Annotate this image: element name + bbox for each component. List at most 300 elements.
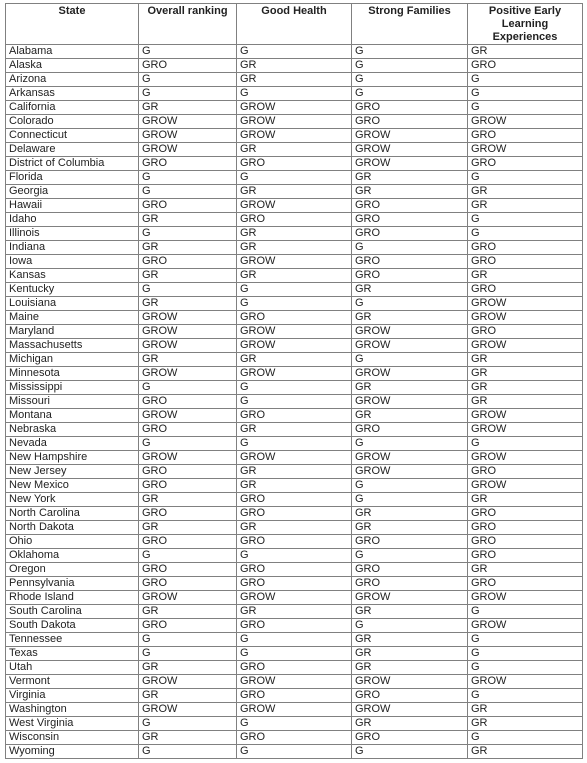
cell-strong-families: G (352, 745, 468, 759)
cell-strong-families: G (352, 297, 468, 311)
cell-positive-early-learning: GROW (468, 479, 583, 493)
cell-strong-families: GR (352, 409, 468, 423)
cell-strong-families: GROW (352, 367, 468, 381)
cell-overall-ranking: GROW (139, 339, 237, 353)
cell-strong-families: GROW (352, 703, 468, 717)
cell-state: Vermont (6, 675, 139, 689)
cell-strong-families: GRO (352, 213, 468, 227)
cell-strong-families: G (352, 59, 468, 73)
cell-strong-families: GROW (352, 157, 468, 171)
cell-positive-early-learning: GROW (468, 339, 583, 353)
cell-overall-ranking: GR (139, 353, 237, 367)
cell-state: Wyoming (6, 745, 139, 759)
cell-good-health: G (237, 297, 352, 311)
cell-strong-families: GRO (352, 199, 468, 213)
table-row (6, 577, 583, 591)
cell-overall-ranking: GROW (139, 143, 237, 157)
table-row (6, 479, 583, 493)
cell-positive-early-learning: GROW (468, 115, 583, 129)
cell-strong-families: GR (352, 283, 468, 297)
cell-strong-families: GROW (352, 143, 468, 157)
cell-state: Oregon (6, 563, 139, 577)
cell-good-health: GR (237, 185, 352, 199)
table-row (6, 507, 583, 521)
cell-good-health: GR (237, 465, 352, 479)
cell-good-health: G (237, 87, 352, 101)
cell-strong-families: GR (352, 661, 468, 675)
table-row (6, 269, 583, 283)
cell-good-health: G (237, 283, 352, 297)
cell-overall-ranking: G (139, 45, 237, 59)
table-row (6, 143, 583, 157)
cell-strong-families: GRO (352, 227, 468, 241)
cell-strong-families: GR (352, 381, 468, 395)
cell-overall-ranking: GRO (139, 395, 237, 409)
cell-positive-early-learning: GR (468, 745, 583, 759)
table-row (6, 465, 583, 479)
cell-state: Colorado (6, 115, 139, 129)
cell-good-health: GROW (237, 591, 352, 605)
cell-positive-early-learning: G (468, 87, 583, 101)
cell-positive-early-learning: GR (468, 703, 583, 717)
cell-overall-ranking: GR (139, 213, 237, 227)
header-state: State (6, 4, 139, 45)
cell-strong-families: GRO (352, 101, 468, 115)
cell-strong-families: GR (352, 633, 468, 647)
cell-state: Missouri (6, 395, 139, 409)
table-row (6, 437, 583, 451)
cell-overall-ranking: GRO (139, 423, 237, 437)
table-row (6, 745, 583, 759)
cell-strong-families: G (352, 493, 468, 507)
table-row (6, 535, 583, 549)
cell-good-health: G (237, 647, 352, 661)
cell-overall-ranking: G (139, 745, 237, 759)
table-row (6, 563, 583, 577)
table-row (6, 325, 583, 339)
cell-state: New Mexico (6, 479, 139, 493)
cell-state: Illinois (6, 227, 139, 241)
table-row (6, 689, 583, 703)
cell-state: Nevada (6, 437, 139, 451)
cell-overall-ranking: GR (139, 269, 237, 283)
cell-positive-early-learning: GROW (468, 451, 583, 465)
cell-good-health: GR (237, 269, 352, 283)
table-row (6, 367, 583, 381)
cell-overall-ranking: GROW (139, 703, 237, 717)
cell-state: Minnesota (6, 367, 139, 381)
cell-positive-early-learning: GR (468, 45, 583, 59)
cell-overall-ranking: GR (139, 661, 237, 675)
cell-overall-ranking: GRO (139, 465, 237, 479)
header-overall-ranking: Overall ranking (139, 4, 237, 45)
cell-positive-early-learning: GROW (468, 591, 583, 605)
cell-overall-ranking: GR (139, 605, 237, 619)
cell-good-health: G (237, 395, 352, 409)
cell-positive-early-learning: GROW (468, 409, 583, 423)
cell-good-health: GRO (237, 619, 352, 633)
cell-state: Nebraska (6, 423, 139, 437)
cell-overall-ranking: G (139, 227, 237, 241)
cell-strong-families: GRO (352, 115, 468, 129)
cell-good-health: GROW (237, 367, 352, 381)
table-row (6, 395, 583, 409)
cell-strong-families: GROW (352, 395, 468, 409)
cell-good-health: GRO (237, 493, 352, 507)
cell-positive-early-learning: GR (468, 367, 583, 381)
cell-positive-early-learning: GR (468, 269, 583, 283)
cell-strong-families: GR (352, 647, 468, 661)
cell-overall-ranking: GROW (139, 675, 237, 689)
table-row (6, 87, 583, 101)
cell-good-health: GR (237, 521, 352, 535)
table-row (6, 45, 583, 59)
cell-state: Arkansas (6, 87, 139, 101)
table-row (6, 101, 583, 115)
cell-good-health: GR (237, 353, 352, 367)
cell-overall-ranking: GRO (139, 619, 237, 633)
cell-overall-ranking: GRO (139, 157, 237, 171)
cell-overall-ranking: GRO (139, 199, 237, 213)
cell-state: Washington (6, 703, 139, 717)
cell-overall-ranking: GROW (139, 311, 237, 325)
cell-state: South Dakota (6, 619, 139, 633)
cell-state: Alaska (6, 59, 139, 73)
cell-good-health: GRO (237, 311, 352, 325)
cell-positive-early-learning: GROW (468, 423, 583, 437)
table-row (6, 311, 583, 325)
cell-overall-ranking: GR (139, 521, 237, 535)
cell-state: Iowa (6, 255, 139, 269)
table-row (6, 171, 583, 185)
cell-state: South Carolina (6, 605, 139, 619)
cell-positive-early-learning: GROW (468, 675, 583, 689)
cell-positive-early-learning: G (468, 605, 583, 619)
cell-positive-early-learning: G (468, 213, 583, 227)
cell-state: New York (6, 493, 139, 507)
cell-strong-families: GRO (352, 563, 468, 577)
cell-overall-ranking: G (139, 185, 237, 199)
table-row (6, 703, 583, 717)
cell-strong-families: GR (352, 717, 468, 731)
cell-strong-families: G (352, 437, 468, 451)
cell-overall-ranking: G (139, 73, 237, 87)
cell-overall-ranking: G (139, 87, 237, 101)
cell-positive-early-learning: GR (468, 185, 583, 199)
cell-good-health: GROW (237, 115, 352, 129)
cell-overall-ranking: GROW (139, 591, 237, 605)
cell-overall-ranking: GROW (139, 451, 237, 465)
cell-overall-ranking: GRO (139, 563, 237, 577)
cell-positive-early-learning: GRO (468, 157, 583, 171)
header-row (6, 4, 583, 45)
table-row (6, 227, 583, 241)
cell-good-health: GRO (237, 507, 352, 521)
cell-overall-ranking: GROW (139, 129, 237, 143)
cell-state: Kansas (6, 269, 139, 283)
cell-strong-families: G (352, 479, 468, 493)
table-row (6, 185, 583, 199)
table-row (6, 339, 583, 353)
cell-strong-families: GR (352, 521, 468, 535)
cell-state: Maine (6, 311, 139, 325)
cell-strong-families: GROW (352, 465, 468, 479)
table-row (6, 605, 583, 619)
cell-good-health: GRO (237, 661, 352, 675)
table-row (6, 619, 583, 633)
table-row (6, 241, 583, 255)
cell-state: Michigan (6, 353, 139, 367)
table-row (6, 157, 583, 171)
cell-strong-families: G (352, 45, 468, 59)
cell-good-health: G (237, 633, 352, 647)
cell-good-health: G (237, 171, 352, 185)
cell-state: Georgia (6, 185, 139, 199)
cell-positive-early-learning: GR (468, 199, 583, 213)
cell-overall-ranking: GROW (139, 409, 237, 423)
cell-overall-ranking: GRO (139, 479, 237, 493)
cell-overall-ranking: GRO (139, 535, 237, 549)
cell-positive-early-learning: GRO (468, 577, 583, 591)
cell-good-health: GROW (237, 129, 352, 143)
cell-overall-ranking: G (139, 171, 237, 185)
table-row (6, 297, 583, 311)
cell-good-health: G (237, 717, 352, 731)
cell-positive-early-learning: G (468, 101, 583, 115)
cell-positive-early-learning: GRO (468, 255, 583, 269)
state-rankings-table (5, 3, 583, 759)
cell-positive-early-learning: GROW (468, 297, 583, 311)
cell-overall-ranking: GR (139, 241, 237, 255)
cell-strong-families: GRO (352, 423, 468, 437)
cell-good-health: GROW (237, 101, 352, 115)
cell-strong-families: GR (352, 185, 468, 199)
table-row (6, 493, 583, 507)
table-row (6, 199, 583, 213)
cell-positive-early-learning: GRO (468, 129, 583, 143)
cell-good-health: GROW (237, 255, 352, 269)
cell-state: Texas (6, 647, 139, 661)
cell-state: North Dakota (6, 521, 139, 535)
cell-state: Oklahoma (6, 549, 139, 563)
cell-state: Maryland (6, 325, 139, 339)
cell-good-health: G (237, 437, 352, 451)
cell-strong-families: GR (352, 311, 468, 325)
table-row (6, 59, 583, 73)
table-row (6, 423, 583, 437)
cell-strong-families: GROW (352, 451, 468, 465)
cell-state: Pennsylvania (6, 577, 139, 591)
cell-good-health: GRO (237, 535, 352, 549)
cell-good-health: GR (237, 73, 352, 87)
cell-overall-ranking: GRO (139, 507, 237, 521)
cell-good-health: GRO (237, 577, 352, 591)
cell-state: Kentucky (6, 283, 139, 297)
cell-state: Idaho (6, 213, 139, 227)
table-row (6, 731, 583, 745)
cell-good-health: GROW (237, 675, 352, 689)
cell-overall-ranking: GRO (139, 255, 237, 269)
table-row (6, 521, 583, 535)
cell-positive-early-learning: G (468, 647, 583, 661)
table-row (6, 353, 583, 367)
cell-strong-families: GRO (352, 535, 468, 549)
cell-overall-ranking: G (139, 717, 237, 731)
cell-good-health: G (237, 381, 352, 395)
cell-positive-early-learning: G (468, 227, 583, 241)
cell-strong-families: GRO (352, 269, 468, 283)
table-row (6, 255, 583, 269)
cell-good-health: GR (237, 241, 352, 255)
cell-state: Utah (6, 661, 139, 675)
cell-strong-families: GROW (352, 325, 468, 339)
cell-state: West Virginia (6, 717, 139, 731)
cell-positive-early-learning: G (468, 661, 583, 675)
cell-strong-families: G (352, 549, 468, 563)
cell-strong-families: GR (352, 507, 468, 521)
cell-strong-families: GRO (352, 577, 468, 591)
cell-good-health: GRO (237, 409, 352, 423)
cell-strong-families: GROW (352, 675, 468, 689)
cell-good-health: GR (237, 143, 352, 157)
cell-state: Delaware (6, 143, 139, 157)
cell-state: Connecticut (6, 129, 139, 143)
cell-positive-early-learning: GROW (468, 143, 583, 157)
cell-good-health: GR (237, 227, 352, 241)
header-strong-families: Strong Families (352, 4, 468, 45)
table-row (6, 451, 583, 465)
cell-strong-families: GRO (352, 255, 468, 269)
cell-good-health: G (237, 745, 352, 759)
cell-overall-ranking: GR (139, 493, 237, 507)
cell-good-health: GRO (237, 563, 352, 577)
cell-good-health: GROW (237, 325, 352, 339)
cell-strong-families: G (352, 73, 468, 87)
table-row (6, 549, 583, 563)
cell-positive-early-learning: G (468, 689, 583, 703)
cell-overall-ranking: GR (139, 731, 237, 745)
table-row (6, 129, 583, 143)
cell-strong-families: GRO (352, 689, 468, 703)
cell-strong-families: GR (352, 605, 468, 619)
cell-strong-families: G (352, 87, 468, 101)
cell-strong-families: GROW (352, 339, 468, 353)
cell-overall-ranking: GR (139, 689, 237, 703)
table-row (6, 73, 583, 87)
cell-good-health: GROW (237, 451, 352, 465)
cell-positive-early-learning: G (468, 437, 583, 451)
table-row (6, 675, 583, 689)
cell-positive-early-learning: GRO (468, 549, 583, 563)
cell-positive-early-learning: GROW (468, 619, 583, 633)
cell-positive-early-learning: G (468, 633, 583, 647)
cell-positive-early-learning: G (468, 171, 583, 185)
cell-state: Virginia (6, 689, 139, 703)
cell-state: Ohio (6, 535, 139, 549)
cell-overall-ranking: G (139, 647, 237, 661)
cell-good-health: GRO (237, 213, 352, 227)
cell-state: Mississippi (6, 381, 139, 395)
cell-overall-ranking: G (139, 381, 237, 395)
header-good-health: Good Health (237, 4, 352, 45)
table-row (6, 661, 583, 675)
cell-state: Alabama (6, 45, 139, 59)
cell-overall-ranking: GROW (139, 115, 237, 129)
cell-strong-families: GROW (352, 129, 468, 143)
table-row (6, 409, 583, 423)
table-row (6, 717, 583, 731)
cell-overall-ranking: GROW (139, 325, 237, 339)
cell-good-health: GR (237, 423, 352, 437)
table-row (6, 115, 583, 129)
cell-good-health: GR (237, 605, 352, 619)
cell-state: New Hampshire (6, 451, 139, 465)
cell-positive-early-learning: GR (468, 395, 583, 409)
cell-overall-ranking: GRO (139, 59, 237, 73)
cell-state: Montana (6, 409, 139, 423)
cell-positive-early-learning: GR (468, 563, 583, 577)
cell-state: Hawaii (6, 199, 139, 213)
cell-positive-early-learning: GR (468, 717, 583, 731)
table-body (6, 45, 583, 759)
table-row (6, 633, 583, 647)
cell-good-health: G (237, 549, 352, 563)
cell-state: Louisiana (6, 297, 139, 311)
cell-positive-early-learning: GRO (468, 535, 583, 549)
cell-positive-early-learning: GRO (468, 521, 583, 535)
cell-good-health: GRO (237, 157, 352, 171)
table-row (6, 381, 583, 395)
cell-overall-ranking: G (139, 283, 237, 297)
cell-overall-ranking: GR (139, 101, 237, 115)
cell-state: Florida (6, 171, 139, 185)
cell-strong-families: G (352, 241, 468, 255)
cell-good-health: GR (237, 59, 352, 73)
cell-overall-ranking: GR (139, 297, 237, 311)
cell-state: Indiana (6, 241, 139, 255)
cell-good-health: G (237, 45, 352, 59)
cell-positive-early-learning: GRO (468, 59, 583, 73)
cell-state: Wisconsin (6, 731, 139, 745)
cell-overall-ranking: G (139, 437, 237, 451)
cell-strong-families: G (352, 619, 468, 633)
cell-state: Rhode Island (6, 591, 139, 605)
cell-good-health: GROW (237, 703, 352, 717)
cell-overall-ranking: GRO (139, 577, 237, 591)
cell-state: New Jersey (6, 465, 139, 479)
table-row (6, 647, 583, 661)
cell-state: California (6, 101, 139, 115)
cell-positive-early-learning: GROW (468, 311, 583, 325)
cell-overall-ranking: G (139, 633, 237, 647)
cell-positive-early-learning: G (468, 73, 583, 87)
cell-state: North Carolina (6, 507, 139, 521)
cell-positive-early-learning: GR (468, 493, 583, 507)
cell-good-health: GRO (237, 731, 352, 745)
cell-positive-early-learning: GR (468, 381, 583, 395)
cell-good-health: GROW (237, 339, 352, 353)
cell-positive-early-learning: GRO (468, 507, 583, 521)
cell-overall-ranking: GROW (139, 367, 237, 381)
cell-good-health: GROW (237, 199, 352, 213)
cell-good-health: GRO (237, 689, 352, 703)
cell-strong-families: G (352, 353, 468, 367)
cell-strong-families: GROW (352, 591, 468, 605)
cell-positive-early-learning: GRO (468, 283, 583, 297)
cell-strong-families: GRO (352, 731, 468, 745)
cell-state: District of Columbia (6, 157, 139, 171)
cell-positive-early-learning: GRO (468, 241, 583, 255)
